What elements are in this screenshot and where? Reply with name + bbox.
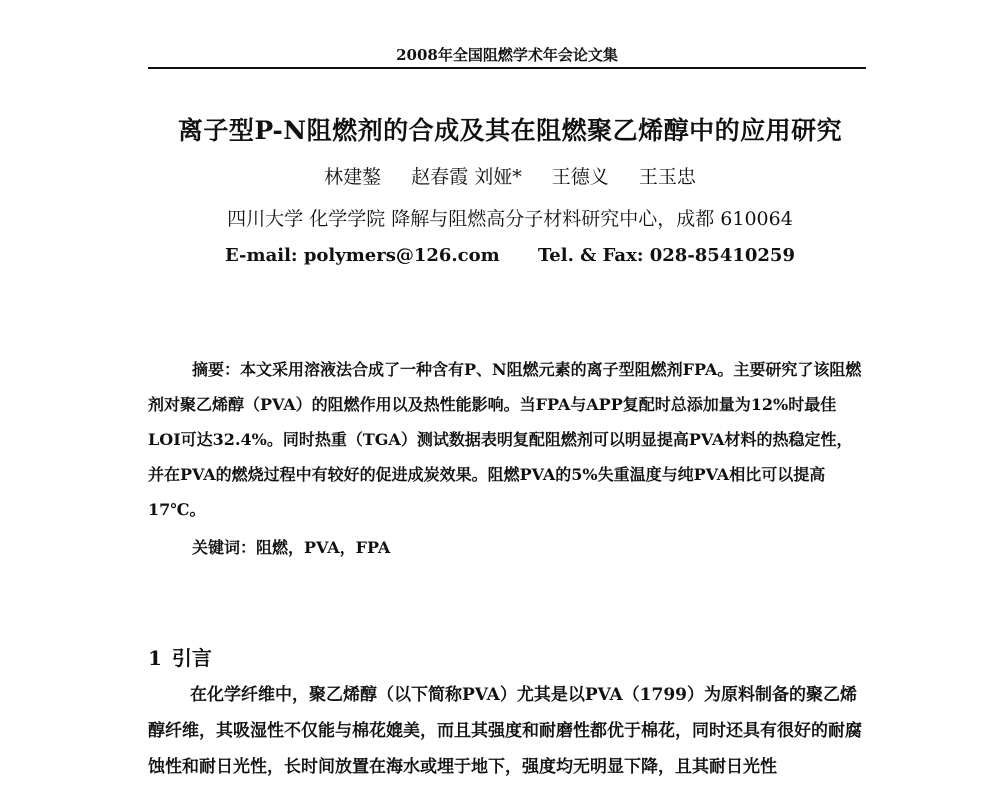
author-4: 王玉忠 <box>638 166 696 188</box>
keywords <box>192 535 390 558</box>
author-3: 王德义 <box>551 166 609 188</box>
author-1: 林建鏊 <box>324 166 382 188</box>
tel-fax: Tel. & Fax: 028-85410259 <box>537 245 795 266</box>
running-header: 2008年全国阻燃学术年会论文集 <box>396 46 618 64</box>
body-text: 在化学纤维中，聚乙烯醇（以下简称PVA）尤其是以PVA（1799）为原料制备的聚乙烯醇纤维，其吸湿性不仅能与棉花媲美，而且其强度和耐磨性都优于棉花，同时还具有很好的耐腐蚀性和耐日光性，长时间放置在海水或埋于地下，强度均无明显下降，且其耐日光性 <box>148 685 862 777</box>
keywords-text: 阻燃，PVA，FPA <box>256 538 391 557</box>
affiliation: 四川大学 化学学院 降解与阻燃高分子材料研究中心，成都 610064 <box>227 208 793 230</box>
author-list <box>120 162 900 189</box>
header-rule <box>148 67 866 69</box>
abstract <box>148 352 866 527</box>
abstract-label: 摘要： <box>192 360 241 379</box>
paper-title: 离子型P-N阻燃剂的合成及其在阻燃聚乙烯醇中的应用研究 <box>177 116 843 145</box>
email: E-mail: polymers@126.com <box>225 245 500 266</box>
section-heading <box>148 642 212 671</box>
contact-line <box>120 245 900 266</box>
section-title: 引言 <box>171 646 212 670</box>
body-paragraph <box>148 677 866 785</box>
abstract-text: 本文采用溶液法合成了一种含有P、N阻燃元素的离子型阻燃剂FPA。主要研究了该阻燃剂对聚乙烯醇（PVA）的阻燃作用以及热性能影响。当FPA与APP复配时总添加量为12%时最佳LOI可达32.4%。同时热重（TGA）测试数据表明复配阻燃剂可以明显提高PVA材料的热稳定性，并在PVA的燃烧过程中有较好的促进成炭效果。阻燃PVA的5%失重温度与纯PVA相比可以提高17℃。 <box>148 360 862 519</box>
keywords-label: 关键词： <box>192 538 257 557</box>
author-2: 赵春霞 刘娅* <box>411 166 522 188</box>
section-number: 1 <box>148 646 162 670</box>
